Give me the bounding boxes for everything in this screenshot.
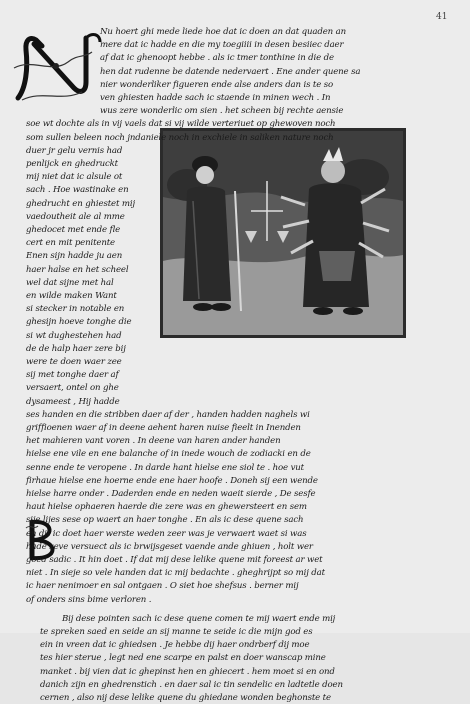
text-line: cert en mit penitente [26, 238, 115, 249]
text-line: tes hier sterue , legt ned ene scarpe en palst en doer wanscap mine [40, 653, 326, 664]
text-line: si wt dughestehen had [26, 330, 122, 341]
text-line: niet . In sieje so vele handen dat ic mij bedachte . gheghrijpt so mij dat [26, 568, 325, 579]
text-line: were te doen waer zee [26, 357, 122, 367]
text-line: versaert, ontel on ghe [26, 383, 119, 394]
text-line: ghedocet met ende fle [26, 225, 121, 235]
text-line: en wilde maken Want [26, 291, 117, 301]
text-line: Nu hoert ghi mede liede hoe dat ic doen an dat quaden an [100, 27, 346, 37]
text-line: te spreken saed en seide an sij manne te seide ic die mijn god es [40, 627, 313, 637]
text-line: af dat ic ghenoopt hebbe . als ic tmer tonthine in die de [100, 53, 334, 64]
text-line: sij met tonghe daer af [26, 370, 119, 381]
text-line: haut hielse ophaeren haerde die zere was en ghewersteert en sem [26, 502, 307, 513]
text-line: hen dat rudenne be datende nedervaert . Ene ander quene sa [100, 66, 361, 77]
text-line: Bij dese pointen sach ic dese quene comen te mij waert ende mij [62, 613, 336, 624]
text-line: cernen , also nij dese lelike quene du ghiedane wonden beghonste te [40, 693, 331, 703]
text-line: duer jr gelu vernis had [26, 145, 123, 156]
text-line: ic haer nenimoer en sal ontgaen . O siet hoe shefsus . berner mij [26, 581, 299, 592]
text-line: ses handen en die stribben daer af der , handen hadden naghels wi [26, 409, 310, 420]
folio-number: 41 [436, 12, 448, 22]
text-line: som sullen beleen noch jndaniele noch in exchiele in saliken nature noch [26, 132, 334, 143]
text-line: of onders sins bime verloren . [26, 594, 152, 605]
text-line: griffioenen waer af in deene aehent haren nuise fieelt in Inenden [26, 423, 301, 433]
text-line: si stecker in notable en [26, 304, 125, 315]
text-line: danich zijn en ghedrenstich . en daer sal ic tin sendelic en ladtetle doen [40, 679, 343, 690]
text-line: soe wt dochte als in vij vaels dat si vij wilde verteriuet op ghewoven noch [26, 119, 336, 130]
text-line: ghedrucht en ghiestet mij [26, 198, 135, 209]
text-line: firhaue hielse ene hoerne ende ene haer hoofe . Doneh sij een wende [26, 475, 318, 486]
text-line: ghesijn hoeve tonghe die [26, 317, 132, 328]
text-line: sach . Hoe wastinake en [26, 185, 129, 196]
text-line: sije lijes sese op waert an haer tonghe . En als ic dese quene sach [26, 515, 304, 526]
initial-n-letter: N [12, 28, 13, 29]
text-line: wel dat sijne met hal [26, 277, 114, 288]
text-line: senne ende te veropene . In darde hant hielse ene siol te . hoe vut [26, 462, 304, 473]
text-line: ven ghiesten hadde sach ic staende in minen wech . In [100, 93, 331, 103]
text-line: wus zere wonderlic om sien . het scheen bij rechte aensie [100, 106, 344, 117]
text-line: de de halp haer zere bij [26, 343, 126, 354]
text-line: dysameest , Hij hadde [26, 396, 120, 407]
text-line: hade zeve versuect als ic brwijsgeset vaende ande ghiuen , holt wer [26, 541, 313, 552]
text-line: ein in vreen dat ic ghiedsen . Je hebbe dij haer ondrberf dij moe [40, 640, 310, 651]
text-line: manket . bij vien dat ic ghepinst hen en ghiecert . hem moet si en ond [40, 666, 335, 677]
text-line: het mahieren vant voren . In deene van haren ander handen [26, 436, 281, 447]
text-line: mij niet dat ic alsule ot [26, 172, 123, 183]
text-line: Enen sijn hadde ju aen [26, 251, 123, 262]
text-line: vaedoutheit ale al mme [26, 211, 125, 222]
text-line: nier wonderliker figueren ende alse anders dan is te so [100, 79, 334, 90]
text-line: penlijck en ghedruckt [26, 159, 118, 169]
text-line: hielse harre onder . Daderden ende en neden waeit sierde , De sesfe [26, 489, 316, 499]
initial-b-letter: B [24, 518, 25, 519]
text-line: hielse ene vile en ene balanche of in inede wouch de zodiacki en de [26, 449, 311, 460]
text-line: haer halse en het scheel [26, 264, 129, 275]
text-line: mere dat ic hadde en die my toegiiii in desen besiiec daer [100, 40, 344, 51]
text-line: en dit ic doet haer werste weden zeer was je verwaert waet si was [26, 528, 307, 539]
text-line: goed sadic . It hin doet . If dat mij dese lelike quene mit foreest ar wet [26, 555, 323, 565]
